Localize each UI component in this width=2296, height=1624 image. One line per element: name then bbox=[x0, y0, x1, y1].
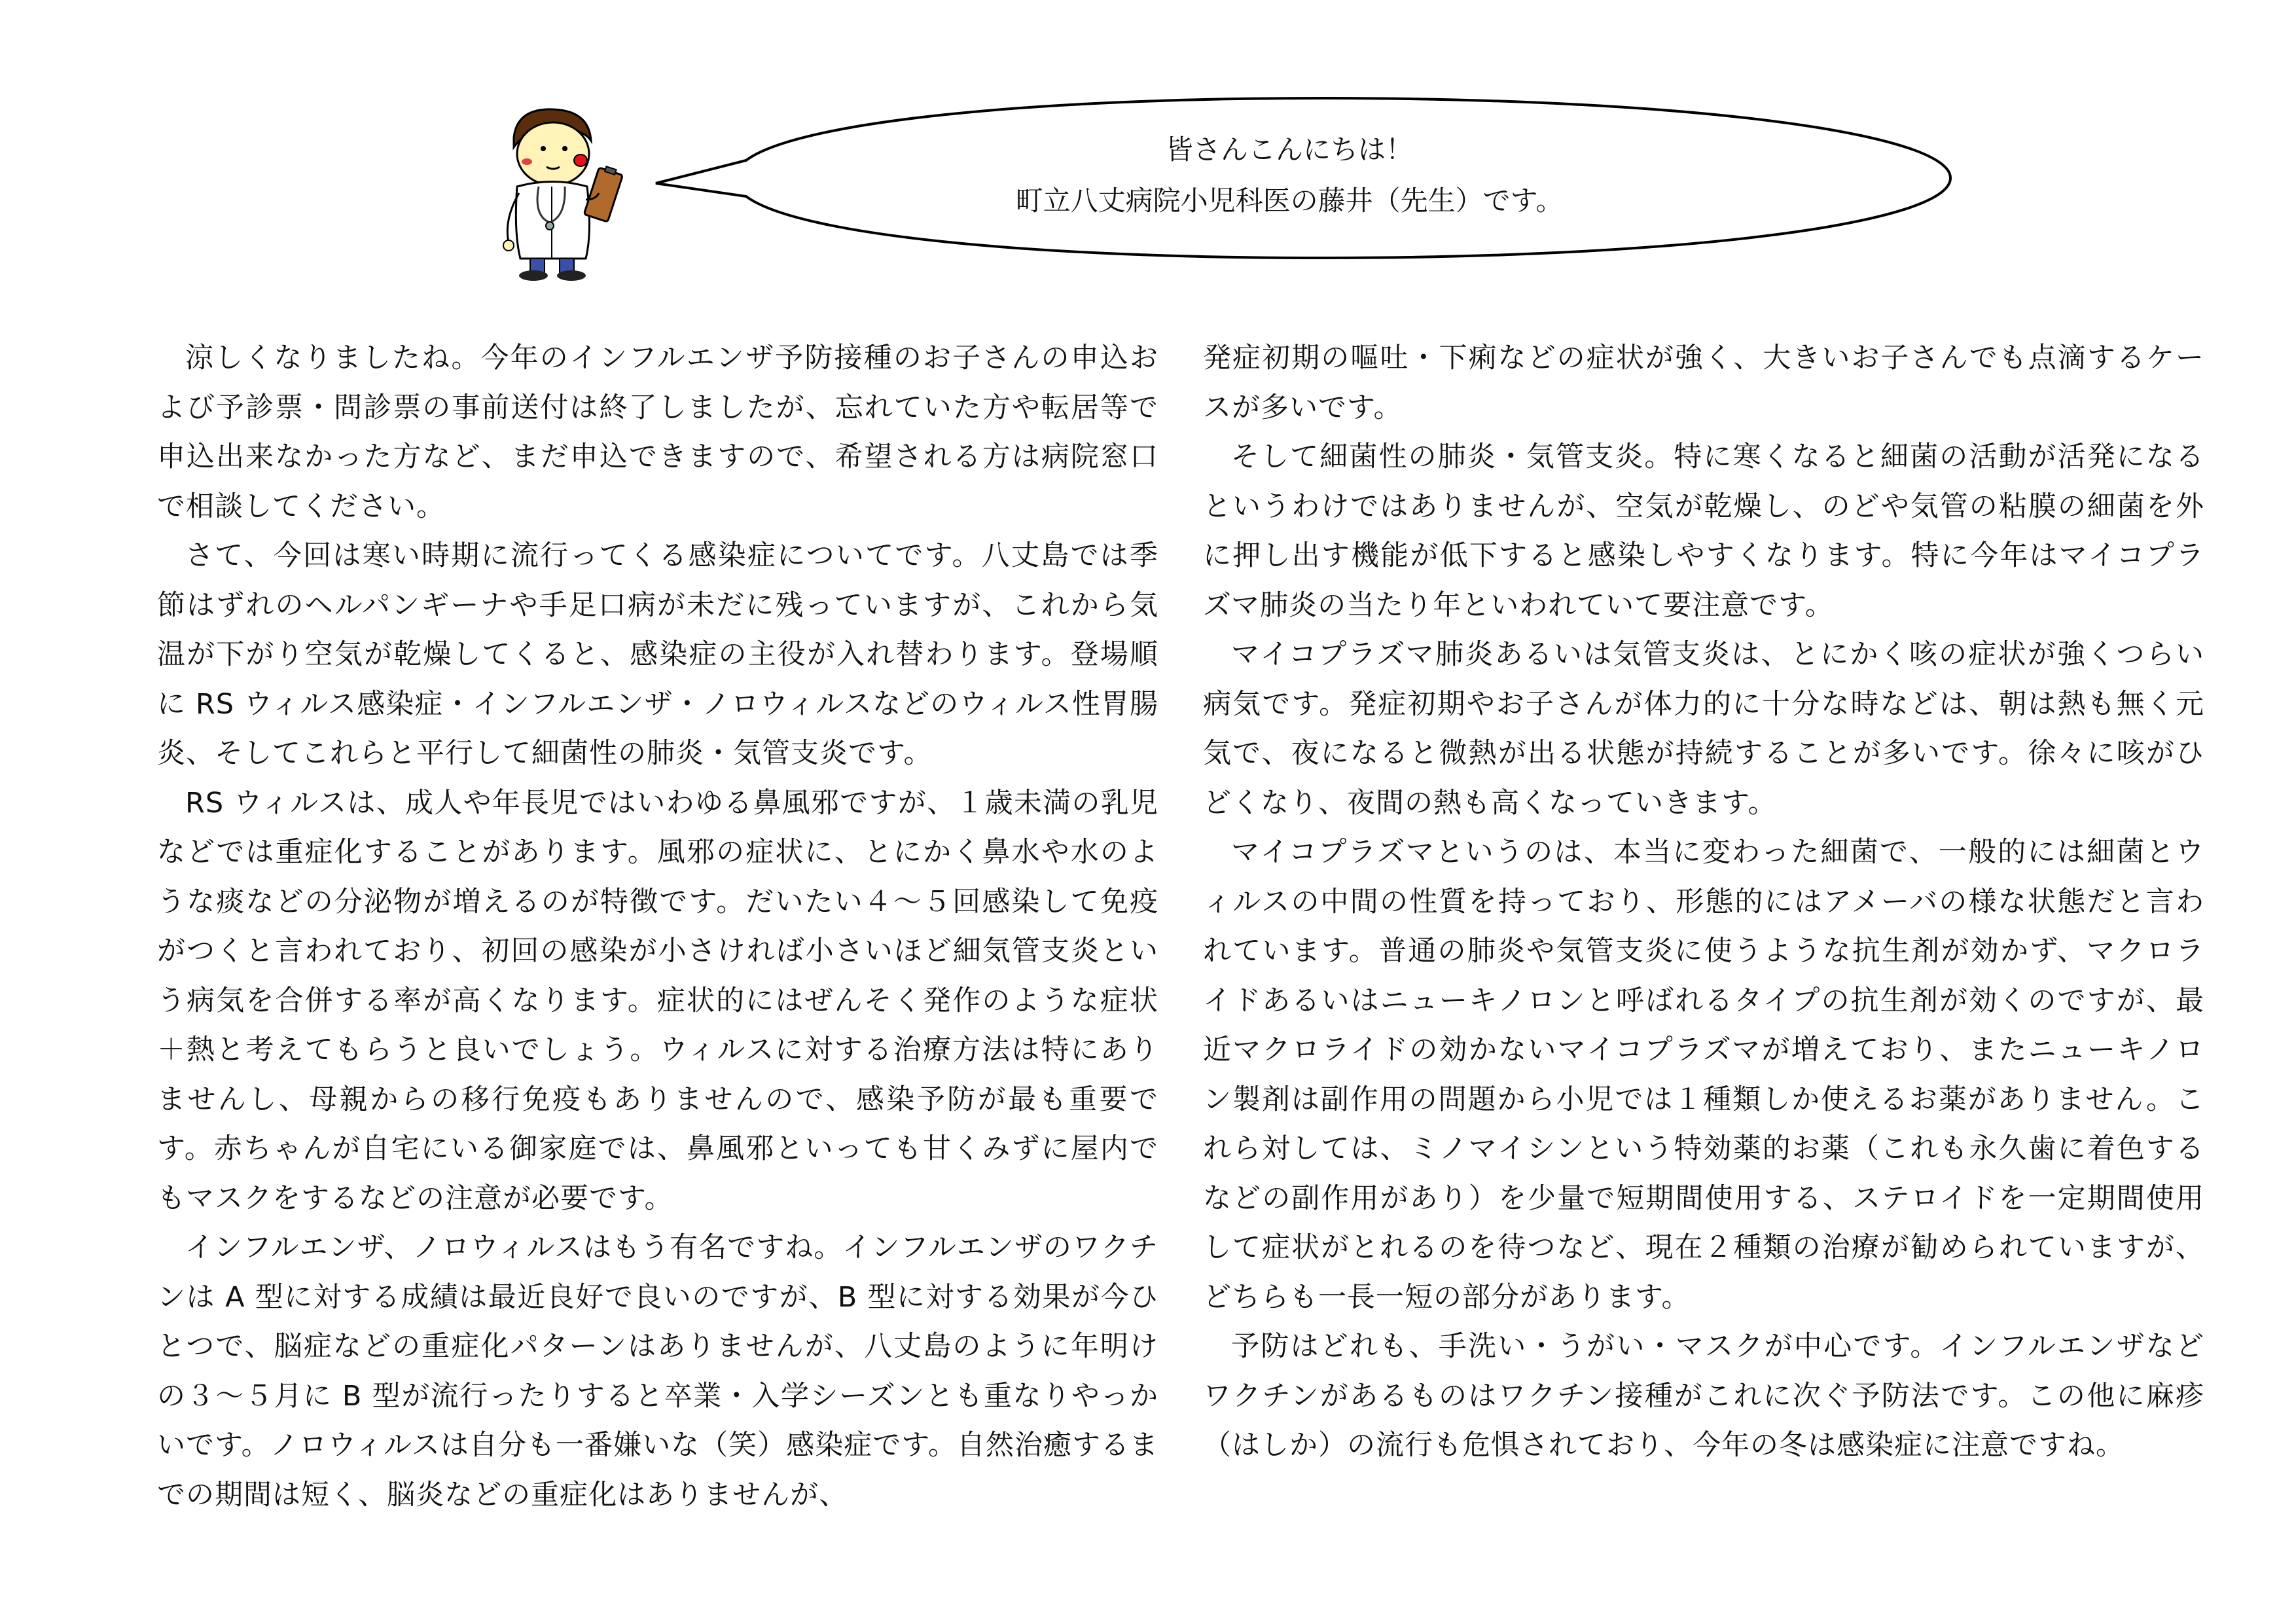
article-right-column bbox=[1203, 334, 2204, 1471]
paragraph: 涼しくなりましたね。今年のインフルエンザ予防接種のお子さんの申込および予診票・問診票の事前送付は終了しましたが、忘れていた方や転居等で申込出来なかった方など、まだ申込できますので、希望される方は病院窓口で相談してください。 bbox=[157, 342, 1158, 523]
paragraph: さて、今回は寒い時期に流行ってくる感染症についてです。八丈島では季節はずれのヘルパンギーナや手足口病が未だに残っていますが、これから気温が下がり空気が乾燥してくると、感染症の主役が入れ替わります。登場順に RS ウィルス感染症・インフルエンザ・ノロウィルスなどのウィルス性胃腸炎、そしてこれらと平行して細菌性の肺炎・気管支炎です。 bbox=[157, 539, 1158, 770]
paragraph: 予防はどれも、手洗い・うがい・マスクが中心です。インフルエンザなどワクチンがあるものはワクチン接種がこれに次ぐ予防法です。この他に麻疹（はしか）の流行も危惧されており、今年の冬は感染症に注意ですね。 bbox=[1203, 1330, 2204, 1462]
paragraph: RS ウィルスは、成人や年長児ではいわゆる鼻風邪ですが、１歳未満の乳児などでは重症化することがあります。風邪の症状に、とにかく鼻水や水のような痰などの分泌物が増えるのが特徴です。だいたい４〜５回感染して免疫がつくと言われており、初回の感染が小さければ小さいほど細気管支炎という病気を合併する率が高くなります。症状的にはぜんそく発作のような症状＋熱と考えてもらうと良いでしょう。ウィルスに対する治療方法は特にありませんし、母親からの移行免疫もありませんので、感染予防が最も重要です。赤ちゃんが自宅にいる御家庭では、鼻風邪といっても甘くみずに屋内でもマスクをするなどの注意が必要です。 bbox=[157, 786, 1158, 1215]
greeting-text bbox=[720, 124, 1859, 226]
article-left-column bbox=[157, 334, 1158, 1520]
greeting-line-1: 皆さんこんにちは！ bbox=[1165, 134, 1413, 166]
paragraph-continuation: 発症初期の嘔吐・下痢などの症状が強く、大きいお子さんでも点滴するケースが多いです。 bbox=[1203, 342, 2204, 424]
paragraph: マイコプラズマ肺炎あるいは気管支炎は、とにかく咳の症状が強くつらい病気です。発症初期やお子さんが体力的に十分な時などは、朝は熱も無く元気で、夜になると微熱が出る状態が持続することが多いです。徐々に咳がひどくなり、夜間の熱も高くなっていきます。 bbox=[1203, 638, 2204, 820]
paragraph: インフルエンザ、ノロウィルスはもう有名ですね。インフルエンザのワクチンは A 型に対する成績は最近良好で良いのですが、B 型に対する効果が今ひとつで、脳症などの重症化パターンはありませんが、八丈島のように年明けの３〜５月に B 型が流行ったりすると卒業・入学シーズンとも重なりやっかいです。ノロウィルスは自分も一番嫌いな（笑）感染症です。自然治癒するまでの期間は短く、脳炎などの重症化はありませんが、 bbox=[157, 1231, 1158, 1511]
greeting-line-2: 町立八丈病院小児科医の藤井（先生）です。 bbox=[1015, 185, 1564, 217]
paragraph: マイコプラズマというのは、本当に変わった細菌で、一般的には細菌とウィルスの中間の性質を持っており、形態的にはアメーバの様な状態だと言われています。普通の肺炎や気管支炎に使うような抗生剤が効かず、マクロライドあるいはニューキノロンと呼ばれるタイプの抗生剤が効くのですが、最近マクロライドの効かないマイコプラズマが増えており、またニューキノロン製剤は副作用の問題から小児では１種類しか使えるお薬がありません。これら対しては、ミノマイシンという特効薬的お薬（これも永久歯に着色するなどの副作用があり）を少量で短期間使用する、ステロイドを一定期間使用して症状がとれるのを待つなど、現在２種類の治療が勧められていますが、どちらも一長一短の部分があります。 bbox=[1203, 836, 2204, 1314]
doctor-with-clipboard-icon bbox=[468, 101, 632, 285]
paragraph: そして細菌性の肺炎・気管支炎。特に寒くなると細菌の活動が活発になるというわけではありませんが、空気が乾燥し、のどや気管の粘膜の細菌を外に押し出す機能が低下すると感染しやすくなります。特に今年はマイコプラズマ肺炎の当たり年といわれていて要注意です。 bbox=[1203, 441, 2204, 622]
